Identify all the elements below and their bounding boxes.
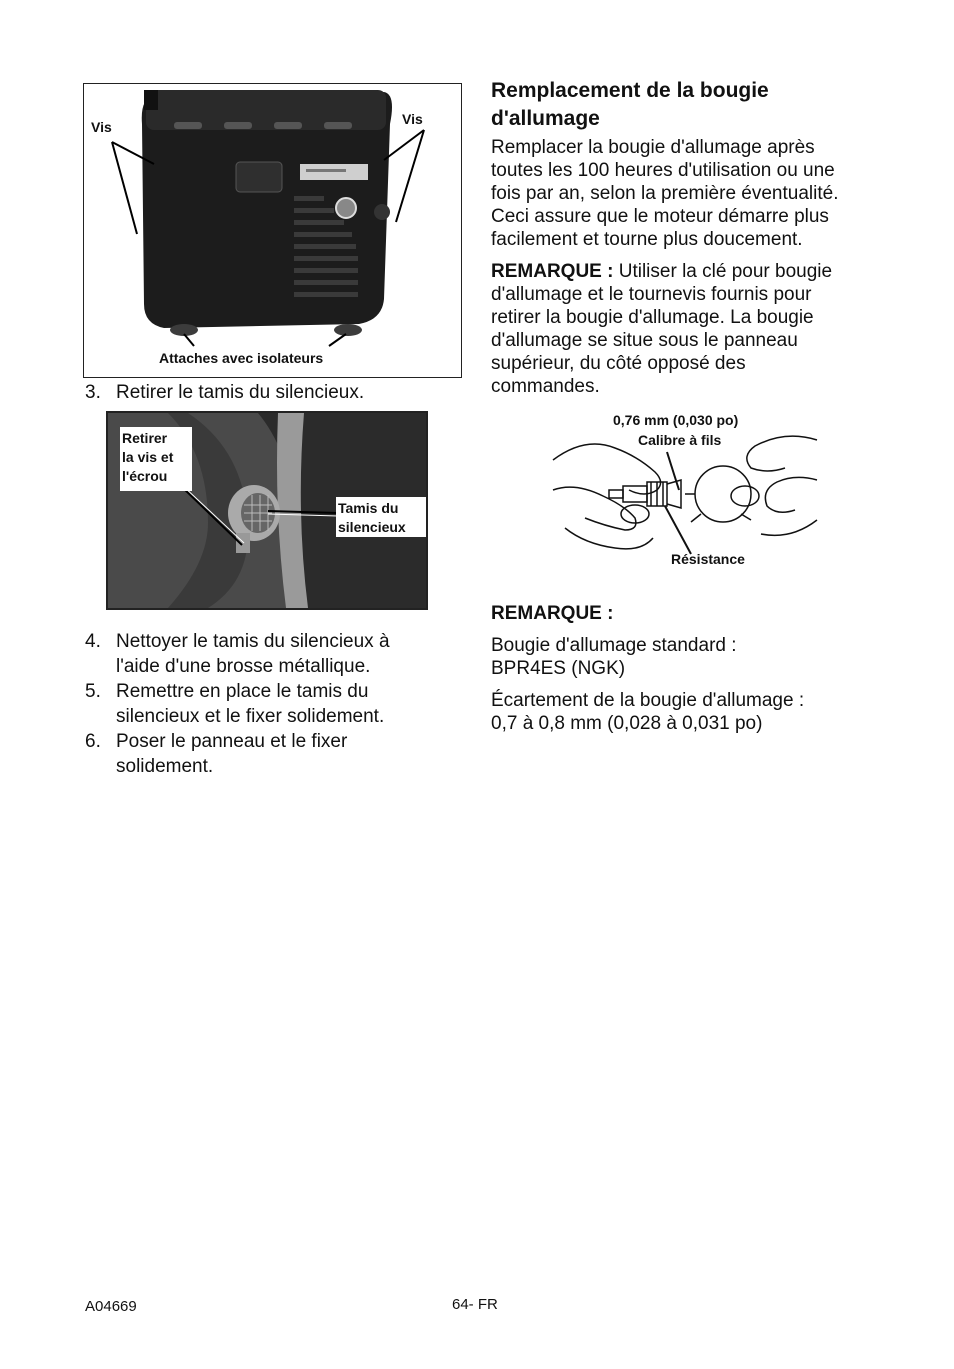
heading-line-1: Remplacement de la bougie [491,79,769,102]
step-text-line: l'aide d'une brosse métallique. [116,656,371,677]
label-left-screw: Vis [91,119,112,135]
spec-line: Écartement de la bougie d'allumage : [491,690,805,711]
spec-plug-gap [491,689,891,735]
note-1-paragraph [491,260,891,398]
step-number: 5. [85,681,101,702]
section-heading [491,77,891,133]
step-number: 3. [85,382,101,403]
note-1-label: REMARQUE : [491,261,614,282]
note-1-line: d'allumage et le tournevis fournis pour [491,284,812,305]
step-number: 6. [85,731,101,752]
heading-line-2: d'allumage [491,107,600,130]
note-1-line: d'allumage se situe sous le panneau [491,330,798,351]
note-2-heading [491,602,891,625]
note-2-label: REMARQUE : [491,603,614,624]
label-remove-line-3: l'écrou [122,468,168,484]
intro-paragraph [491,136,891,251]
note-1-line: commandes. [491,376,600,397]
step-text-line: Nettoyer le tamis du silencieux à [116,631,390,652]
spec-line: Bougie d'allumage standard : [491,635,737,656]
step-text-line: Remettre en place le tamis du [116,681,369,702]
step-4 [85,629,465,679]
step-number: 4. [85,631,101,652]
note-1-first-line [491,260,891,283]
intro-line: facilement et tourne plus doucement. [491,229,803,250]
note-1-line: supérieur, du côté opposé des [491,353,746,374]
label-screen-line-2: silencieux [338,519,406,535]
label-gap-size: 0,76 mm (0,030 po) [613,412,739,428]
intro-line: Remplacer la bougie d'allumage après [491,137,815,158]
intro-line: Ceci assure que le moteur démarre plus [491,206,829,227]
label-mounts: Attaches avec isolateurs [159,350,324,366]
step-text: Retirer le tamis du silencieux. [116,382,365,403]
intro-line: toutes les 100 heures d'utilisation ou une [491,160,835,181]
label-remove-line-2: la vis et [122,449,174,465]
spec-standard-plug [491,634,891,680]
spark-plug-figure [545,410,825,570]
label-remove-screw-box [120,427,192,491]
intro-line: fois par an, selon la première éventualité. [491,183,839,204]
label-wire-gauge: Calibre à fils [638,432,722,448]
spec-line: BPR4ES (NGK) [491,658,626,679]
step-6 [85,729,465,779]
step-text-line: Poser le panneau et le fixer [116,731,348,752]
muffler-cover-figure [83,83,462,378]
step-3 [85,380,465,405]
note-1-line: retirer la bougie d'allumage. La bougie [491,307,814,328]
label-right-screw: Vis [402,111,423,127]
document-number: A04669 [85,1298,137,1315]
muffler-screen-figure [106,411,428,610]
spec-line: 0,7 à 0,8 mm (0,028 à 0,031 po) [491,713,763,734]
step-text-line: silencieux et le fixer solidement. [116,706,385,727]
step-5 [85,679,465,729]
label-resistor: Résistance [671,551,745,567]
label-remove-line-1: Retirer [122,430,168,446]
page-number: 64- FR [452,1296,498,1313]
label-muffler-screen-box [336,497,426,537]
step-text-line: solidement. [116,756,214,777]
note-1-line: Utiliser la clé pour bougie [613,261,833,282]
label-screen-line-1: Tamis du [338,500,399,516]
